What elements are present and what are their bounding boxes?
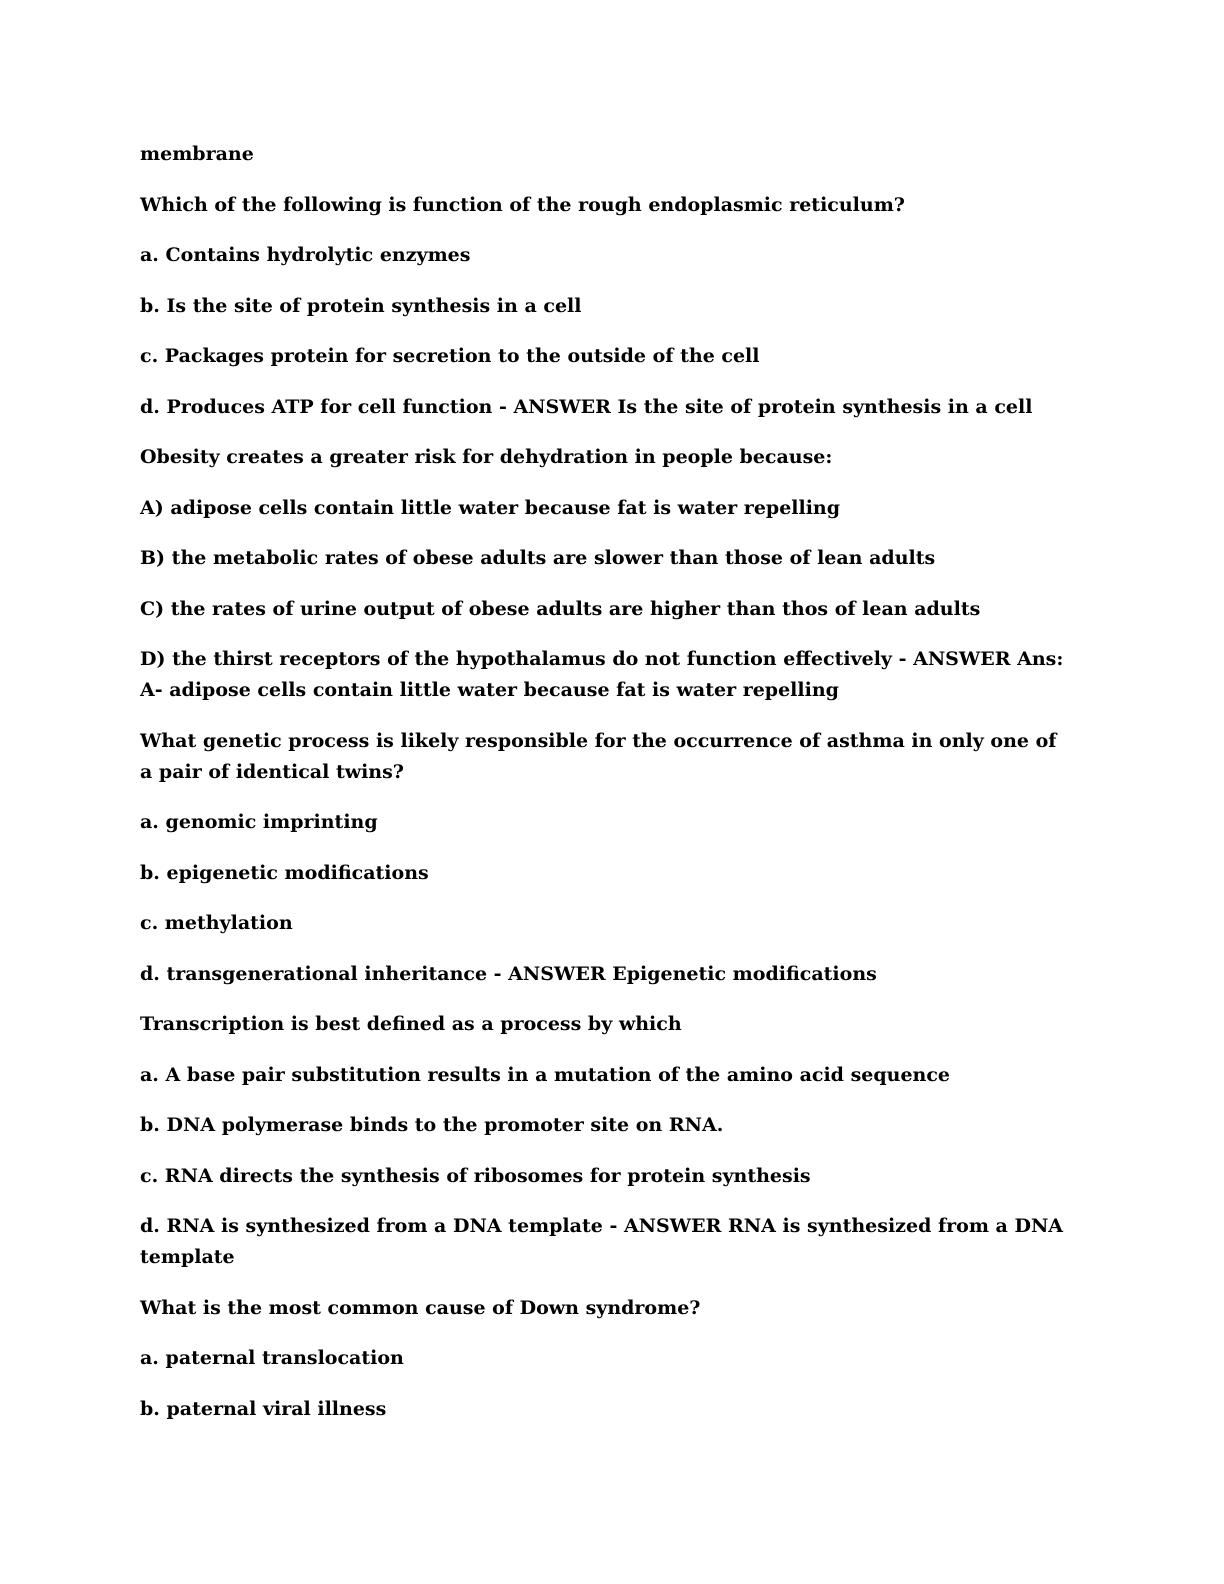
question-text: Which of the following is function of the rough endoplasmic reticulum? [140,193,905,216]
answer-option: d. RNA is synthesized from a DNA template - ANSWER RNA is synthesized from a DNA template [140,1215,1064,1268]
answer-option: a. A base pair substitution results in a mutation of the amino acid sequence [140,1063,951,1086]
question-text: What is the most common cause of Down syndrome? [140,1296,701,1319]
answer-option: a. genomic imprinting [140,811,378,833]
answer-option: B) the metabolic rates of obese adults are slower than those of lean adults [140,547,936,569]
answer-option: C) the rates of urine output of obese adults are higher than thos of lean adults [140,597,981,620]
answer-option: c. Packages protein for secretion to the outside of the cell [140,345,760,367]
answer-option: b. DNA polymerase binds to the promoter site on RNA. [140,1114,724,1136]
answer-option: a. paternal translocation [140,1347,404,1369]
question-text: What genetic process is likely responsible for the occurrence of asthma in only one of a pair of identical twins? [140,729,1057,783]
answer-option: b. epigenetic modifications [140,861,429,884]
answer-option: b. paternal viral illness [140,1397,387,1420]
question-text: Obesity creates a greater risk for dehydration in people because: [140,446,833,468]
answer-option: b. Is the site of protein synthesis in a cell [140,294,582,317]
document-body [140,139,1070,1444]
answer-option: d. transgenerational inheritance - ANSWER Epigenetic modifications [140,962,877,985]
answer-option: d. Produces ATP for cell function - ANSWER Is the site of protein synthesis in a cell [140,395,1033,418]
answer-option: a. Contains hydrolytic enzymes [140,244,471,266]
answer-option: A) adipose cells contain little water because fat is water repelling [140,496,841,519]
answer-option: c. RNA directs the synthesis of ribosomes for protein synthesis [140,1164,811,1187]
answer-option: c. methylation [140,912,293,934]
question-text: Transcription is best defined as a process by which [140,1013,682,1035]
text-line: membrane [140,143,254,165]
answer-option: D) the thirst receptors of the hypothalamus do not function effectively - ANSWER Ans: A- adipose cells contain little water because fat is water repelling [140,648,1064,701]
